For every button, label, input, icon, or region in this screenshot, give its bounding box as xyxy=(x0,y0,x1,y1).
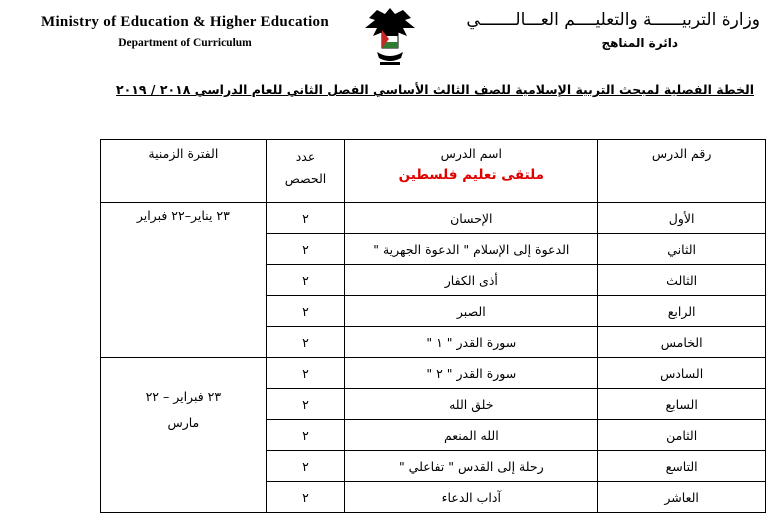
lesson-number: التاسع xyxy=(598,451,766,482)
ministry-name-en: Ministry of Education & Higher Education xyxy=(41,14,329,30)
department-name-ar: دائرة المناهج xyxy=(601,36,678,50)
lesson-name: سورة القدر " ١ " xyxy=(345,327,598,358)
lesson-name: الصبر xyxy=(345,296,598,327)
session-count: ٢ xyxy=(266,327,345,358)
session-count: ٢ xyxy=(266,451,345,482)
page-title: الخطة الفصلية لمبحث التربية الإسلامية للصف الثالث الأساسي الفصل الثاني للعام الدراسي ٢٠١٨ / ٢٠١٩ xyxy=(116,82,754,97)
table-header-row xyxy=(101,140,766,203)
session-count: ٢ xyxy=(266,420,345,451)
header-session-count xyxy=(266,140,345,203)
lesson-name: الإحسان xyxy=(345,203,598,234)
lesson-name: الله المنعم xyxy=(345,420,598,451)
lesson-name: الدعوة إلى الإسلام " الدعوة الجهرية " xyxy=(345,234,598,265)
header-period: الفترة الزمنية xyxy=(101,140,267,203)
lesson-number: الثالث xyxy=(598,265,766,296)
lesson-name: آداب الدعاء xyxy=(345,482,598,513)
department-name-en: Department of Curriculum xyxy=(118,37,252,49)
header-lesson-number: رقم الدرس xyxy=(598,140,766,203)
table-row xyxy=(101,358,766,389)
watermark-text: ملتقى تعليم فلسطين xyxy=(398,167,544,183)
lesson-plan-table xyxy=(100,139,766,513)
session-count: ٢ xyxy=(266,203,345,234)
lesson-number: الثامن xyxy=(598,420,766,451)
lesson-number: الثاني xyxy=(598,234,766,265)
session-count: ٢ xyxy=(266,482,345,513)
period-cell xyxy=(101,358,267,513)
period-cell xyxy=(101,203,267,358)
table-row xyxy=(101,203,766,234)
session-count: ٢ xyxy=(266,389,345,420)
header-arabic xyxy=(440,10,760,50)
session-count: ٢ xyxy=(266,234,345,265)
lesson-number: الخامس xyxy=(598,327,766,358)
lesson-number: السادس xyxy=(598,358,766,389)
lesson-name: سورة القدر " ٢ " xyxy=(345,358,598,389)
lesson-number: الرابع xyxy=(598,296,766,327)
header-english xyxy=(30,14,340,49)
period-line1: ٢٣ يناير–٢٢ فبراير xyxy=(136,208,230,223)
lesson-name: خلق الله xyxy=(345,389,598,420)
ministry-name-ar: وزارة التربيــــــة والتعليــــم العـــالـــــــي xyxy=(466,10,760,30)
session-count: ٢ xyxy=(266,296,345,327)
session-count: ٢ xyxy=(266,358,345,389)
header-count-line2: الحصص xyxy=(284,171,327,186)
header-count-line1: عدد xyxy=(295,149,316,164)
header-lesson-name xyxy=(345,140,598,203)
lesson-number: السابع xyxy=(598,389,766,420)
lesson-name: رحلة إلى القدس " تفاعلي " xyxy=(345,451,598,482)
palestinian-emblem-icon xyxy=(355,0,425,70)
period-line1: ٢٣ فبراير – ٢٢ xyxy=(145,389,222,404)
lesson-name: أذى الكفار xyxy=(345,265,598,296)
header-lesson-name-label: اسم الدرس xyxy=(440,146,502,161)
period-line2: مارس xyxy=(167,415,200,430)
session-count: ٢ xyxy=(266,265,345,296)
lesson-number: الأول xyxy=(598,203,766,234)
lesson-number: العاشر xyxy=(598,482,766,513)
